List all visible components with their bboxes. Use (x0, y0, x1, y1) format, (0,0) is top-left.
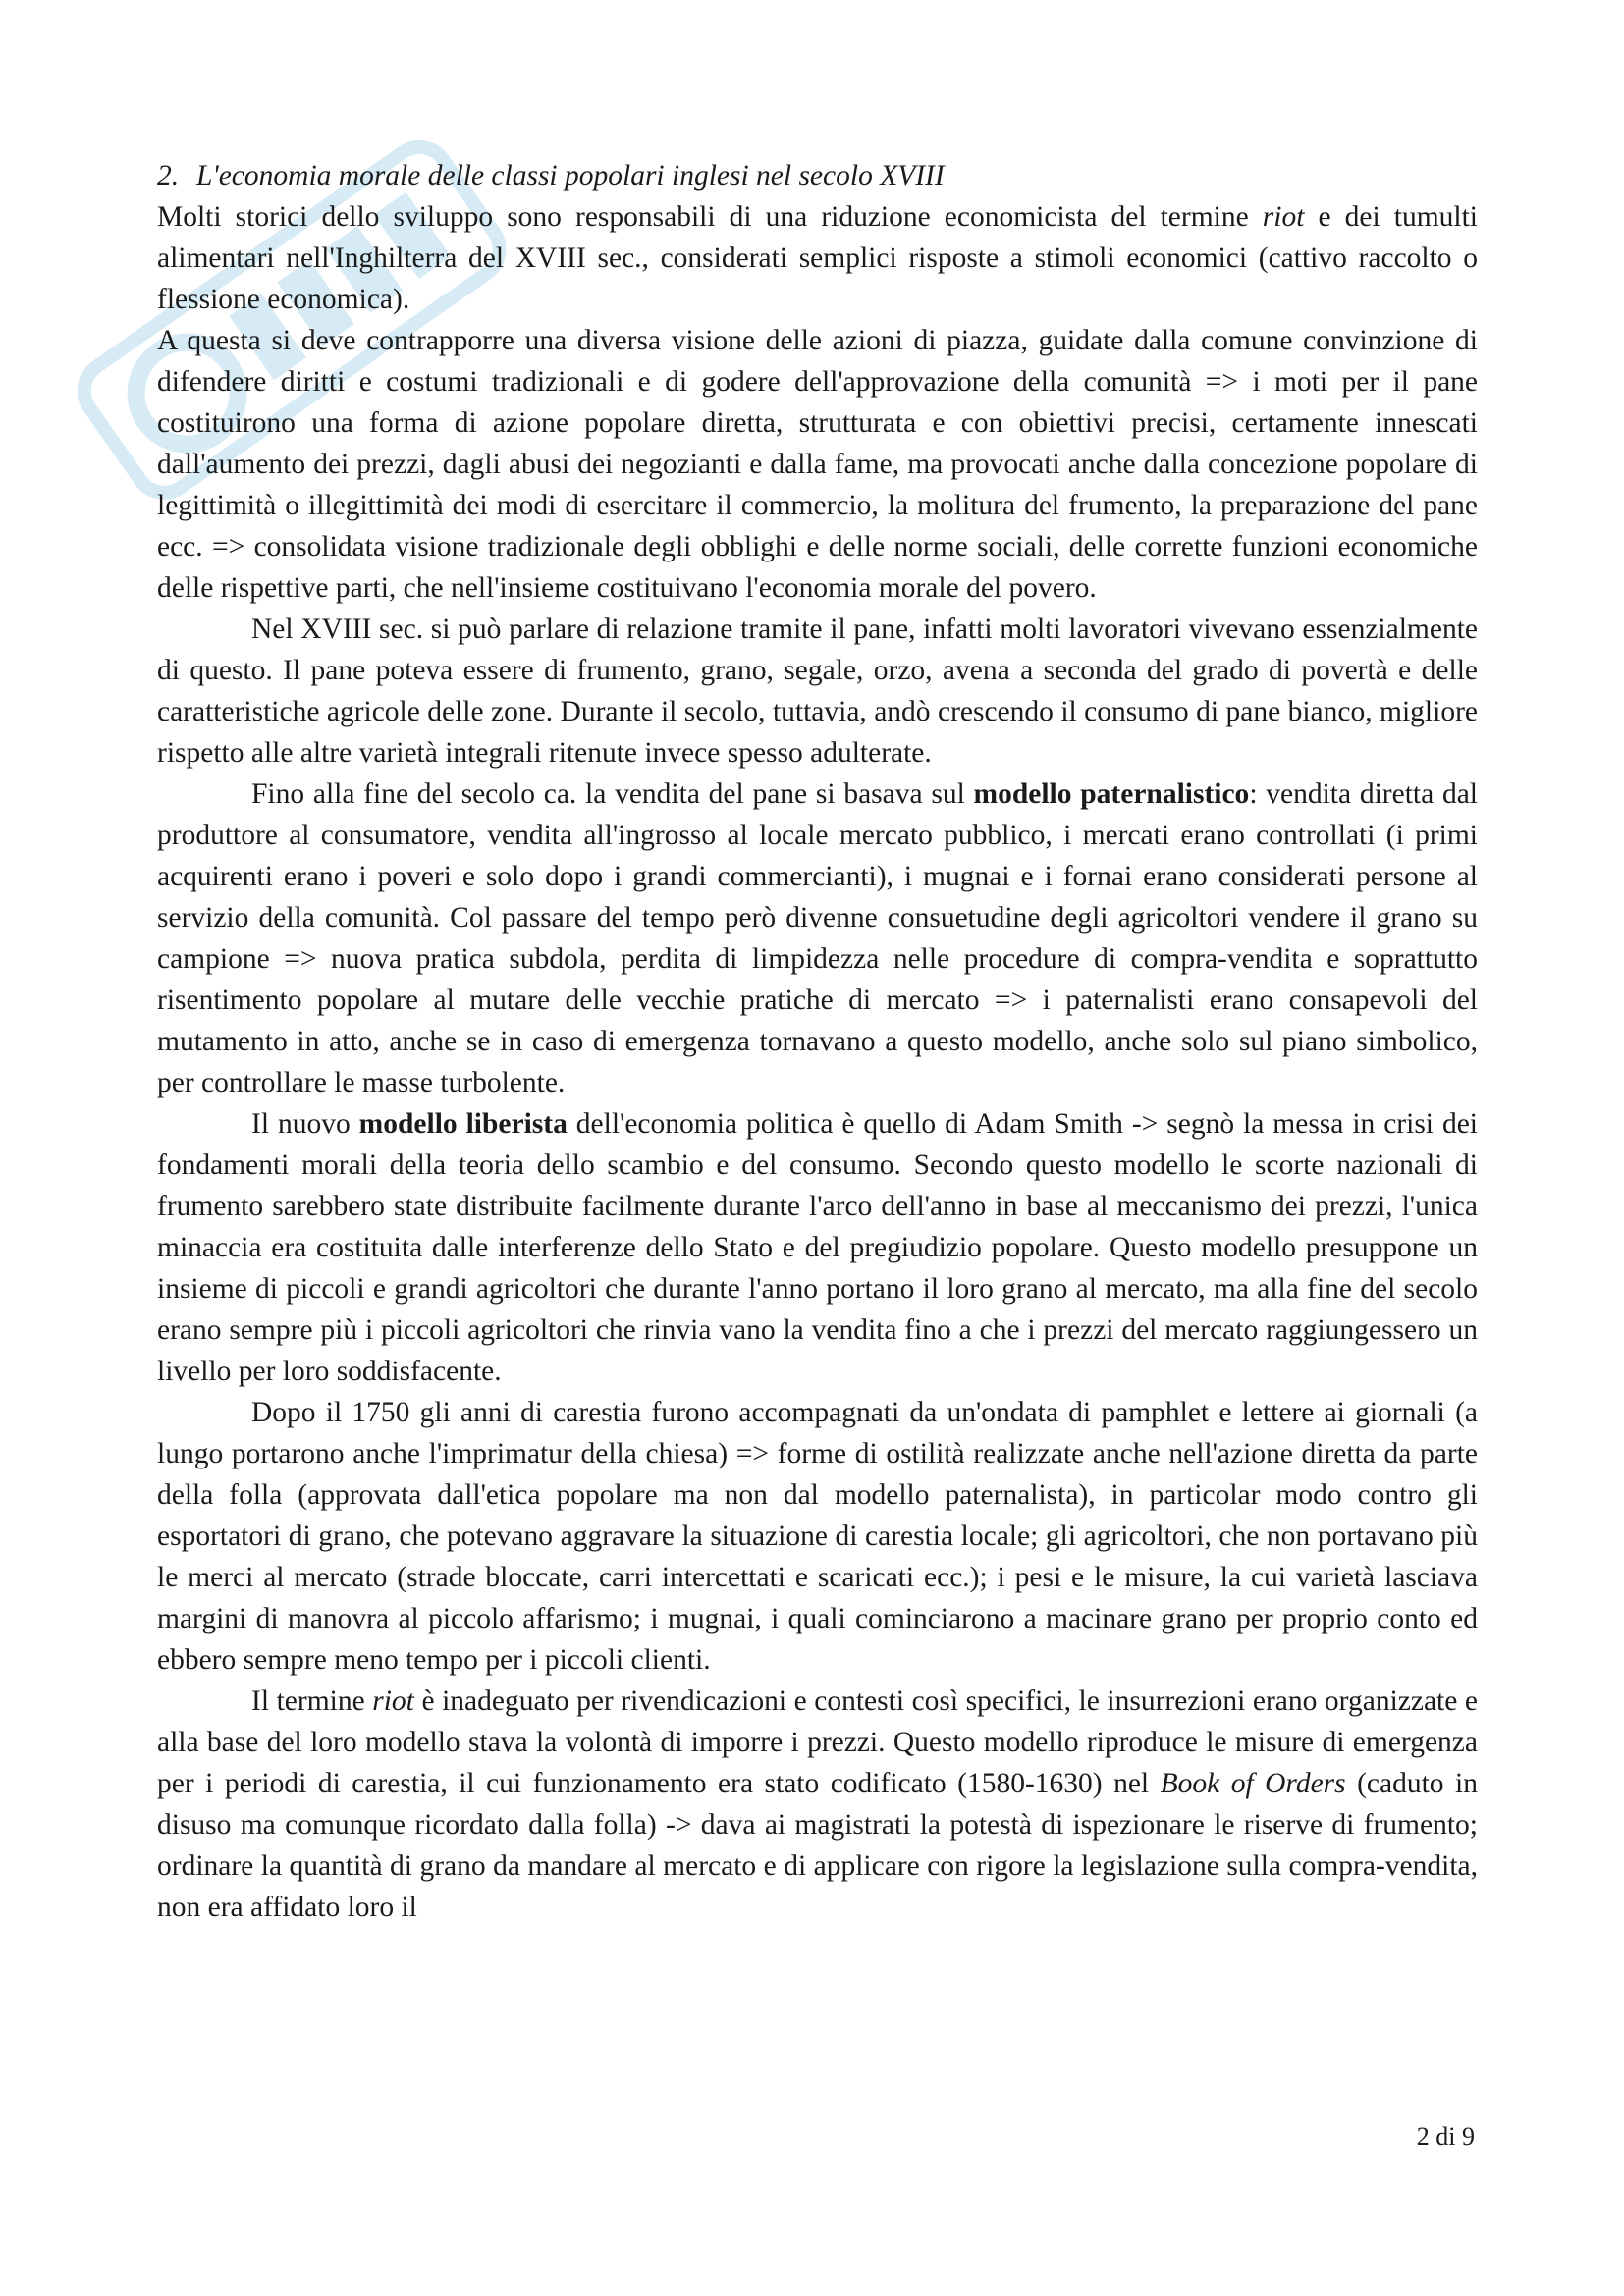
section-title: L'economia morale delle classi popolari inglesi nel secolo XVIII (196, 160, 945, 191)
term-modello-paternalistico: modello paternalistico (973, 778, 1250, 810)
paragraph-2: A questa si deve contrapporre una diversa visione delle azioni di piazza, guidate dalla comune convinzione di difendere diritti e costumi tradizionali e di godere dell'approvazione della comunità => i moti per il pane costituirono una forma di azione popolare diretta, strutturata e con obiettivi precisi, certamente innescati dall'aumento dei prezzi, dagli abusi dei negozianti e dalla fame, ma provocati anche dalla concezione popolare di legittimità o illegittimità dei modi di esercitare il commercio, la molitura del frumento, la preparazione del pane ecc. => consolidata visione tradizionale degli obblighi e delle norme sociali, delle corrette funzioni economiche delle rispettive parti, che nell'insieme costituivano l'economia morale del povero. (157, 325, 1478, 604)
paragraph-7: Il termine riot è inadeguato per rivendicazioni e contesti così specifici, le insurrezioni erano organizzate e alla base del loro modello stava la volontà di imporre i prezzi. Questo modello riproduce le misure di emergenza per i periodi di carestia, il cui funzionamento era stato codificato (1580-1630) nel Book of Orders (caduto in disuso ma comunque ricordato dalla folla) -> dava ai magistrati la potestà di ispezionare le riserve di frumento; ordinare la quantità di grano da mandare al mercato e di applicare con rigore la legislazione sulla compra-vendita, non era affidato loro il (157, 1685, 1478, 1923)
section-number: 2. (157, 160, 180, 191)
paragraph-1: Molti storici dello sviluppo sono responsabili di una riduzione economicista del termine riot e dei tumulti alimentari nell'Inghilterra del XVIII sec., considerati semplici risposte a stimoli economici (cattivo raccolto o flessione economica). (157, 201, 1479, 315)
paragraph-5: Il nuovo modello liberista dell'economia politica è quello di Adam Smith -> segnò la messa in crisi dei fondamenti morali della teoria dello scambio e del consumo. Secondo questo modello le scorte nazionali di frumento sarebbero state distribuite facilmente durante l'arco dell'anno in base al meccanismo dei prezzi, l'unica minaccia era costituita dalle interferenze dello Stato e del pregiudizio popolare. Questo modello presuppone un insieme di piccoli e grandi agricoltori che durante l'anno portano il loro grano al mercato, ma alla fine del secolo erano sempre più i piccoli agricoltori che rinvia vano la vendita fino a che i prezzi del mercato raggiungessero un livello per loro soddisfacente. (157, 1108, 1478, 1387)
term-modello-liberista: modello liberista (358, 1108, 568, 1140)
paragraph-6: Dopo il 1750 gli anni di carestia furono accompagnati da un'ondata di pamphlet e lettere ai giornali (a lungo portarono anche l'imprimatur della chiesa) => forme di ostilità realizzate anche nell'azione diretta da parte della folla (approvata dall'etica popolare ma non dal modello paternalista), in particolar modo contro gli esportatori di grano, che potevano aggravare la situazione di carestia locale; gli agricoltori, che non portavano più le merci al mercato (strade bloccate, carri intercettati e scaricati ecc.); i pesi e le misure, la cui varietà lasciava margini di manovra al piccolo affarismo; i mugnai, i quali cominciarono a macinare grano per proprio conto ed ebbero sempre meno tempo per i piccoli clienti. (157, 1397, 1478, 1676)
paragraph-3: Nel XVIII sec. si può parlare di relazione tramite il pane, infatti molti lavoratori vivevano essenzialmente di questo. Il pane poteva essere di frumento, grano, segale, orzo, avena a seconda del grado di povertà e delle caratteristiche agricole delle zone. Durante il secolo, tuttavia, andò crescendo il consumo di pane bianco, migliore rispetto alle altre varietà integrali ritenute invece spesso adulterate. (157, 614, 1478, 769)
section-heading (157, 155, 1478, 196)
document-body (157, 155, 1478, 1928)
page-number: 2 di 9 (1416, 2122, 1475, 2151)
paragraph-4: Fino alla fine del secolo ca. la vendita del pane si basava sul modello paternalistico: vendita diretta dal produttore al consumatore, vendita all'ingrosso al locale mercato pubblico, i mercati erano controllati (i primi acquirenti erano i poveri e solo dopo i grandi commercianti), i mugnai e i fornai erano considerati persone al servizio della comunità. Col passare del tempo però divenne consuetudine degli agricoltori vendere il grano su campione => nuova pratica subdola, perdita di limpidezza nelle procedure di compra-vendita e soprattutto risentimento popolare al mutare delle vecchie pratiche di mercato => i paternalisti erano consapevoli del mutamento in atto, anche se in caso di emergenza tornavano a questo modello, anche solo sul piano simbolico, per controllare le masse turbolente. (157, 778, 1478, 1098)
